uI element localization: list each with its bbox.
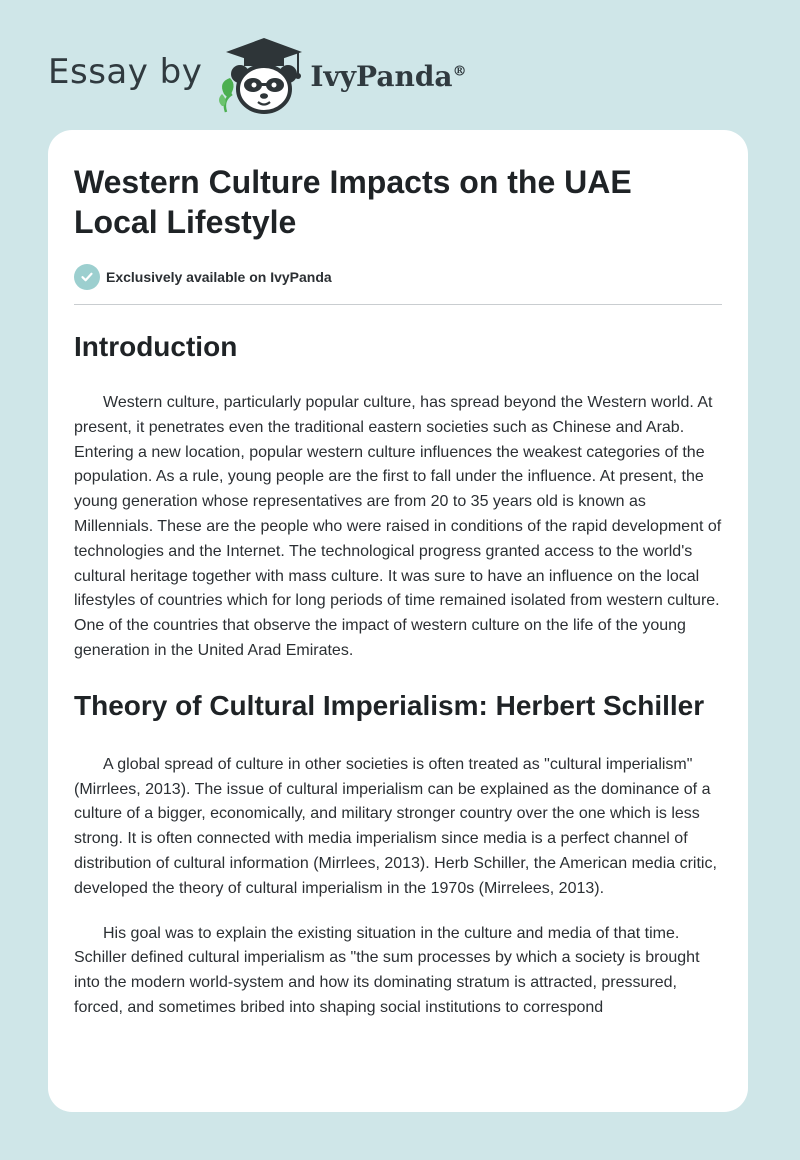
paragraph: A global spread of culture in other societies is often treated as "cultural imperialism" (Mirrlees, 2013). The issue of cultural imperialism can be explained as the dominance of a culture of a bigger, economically, and military stronger country over the one which is less strong. It is often connected with media imperialism since media is a perfect channel of distribution of cultural information (Mirrlees, 2013). Herb Schiller, the American media critic, developed the theory of cultural imperialism in the 1970s (Mirrelees, 2013). (74, 755, 717, 897)
exclusive-label: Exclusively available on IvyPanda (106, 269, 332, 285)
exclusive-badge (74, 264, 722, 290)
title-divider (74, 304, 722, 305)
panda-graduate-logo-icon (216, 34, 308, 114)
check-icon (74, 264, 100, 290)
section-heading-cultural-imperialism: Theory of Cultural Imperialism: Herbert Schiller (74, 689, 705, 721)
brand-prefix: Essay by (48, 52, 203, 92)
paragraph: Western culture, particularly popular culture, has spread beyond the Western world. At present, it penetrates even the traditional eastern societies such as Chinese and Arab. Entering a new location, popular western culture influences the weakest categories of the population. As a rule, young people are the first to fall under the influence. At present, the young generation whose representatives are from 20 to 35 years old is known as Millennials. These are the people who were raised in conditions of the rapid development of technologies and the Internet. The technological progress granted access to the world's cultural heritage together with mass culture. It was sure to have an influence on the local lifestyles of countries which for long periods of time remained isolated from western culture. One of the countries that observe the impact of western culture on the life of the young generation in the United Arad Emirates. (74, 394, 722, 659)
section-heading-introduction: Introduction (74, 331, 238, 362)
paragraph: His goal was to explain the existing situation in the culture and media of that time. Schiller defined cultural imperialism as "the sum processes by which a society is brought into the modern world-system and how its dominating stratum is attracted, pressured, forced, and sometimes bribed into shaping social institutions to correspond (74, 924, 700, 1016)
essay-title: Western Culture Impacts on the UAE Local Lifestyle (74, 164, 632, 240)
site-header-brand[interactable] (48, 34, 467, 114)
brand-name: IvyPanda® (310, 59, 467, 93)
essay-card (48, 130, 748, 1112)
